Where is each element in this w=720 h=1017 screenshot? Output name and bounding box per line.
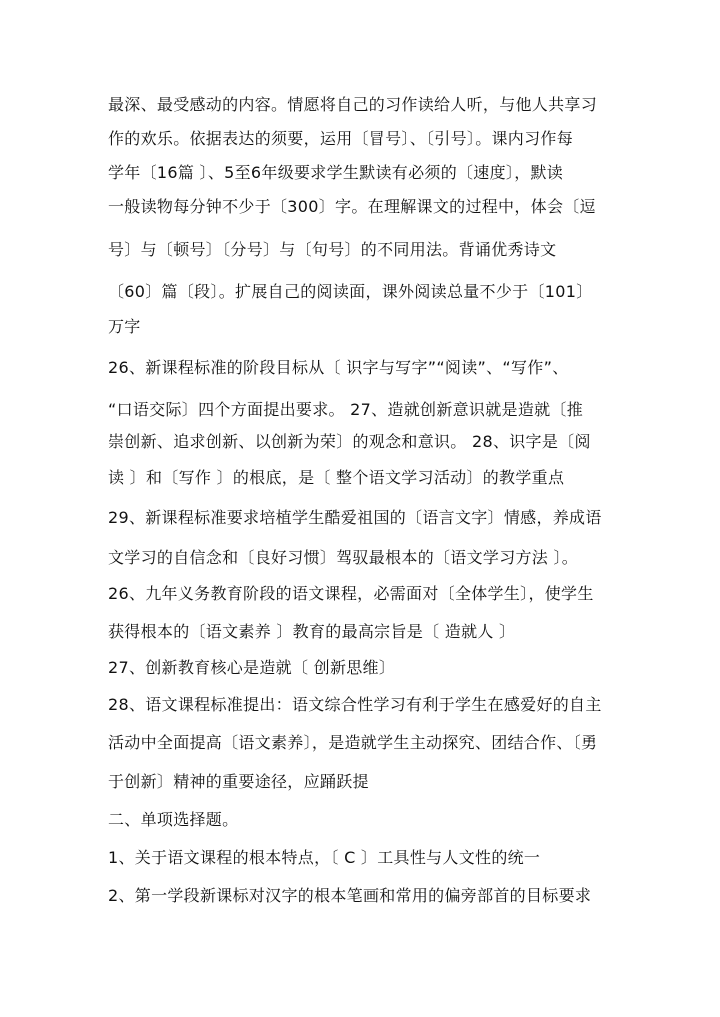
text-line: “口语交际〕四个方面提出要求。 27、造就创新意识就是造就〔推 [108,400,584,419]
text-line: 一般读物每分钟不少于〔300〕字。在理解课文的过程中，体会〔逗 [108,197,596,216]
text-line: 〔60〕篇〔段〕。扩展自己的阅读面，课外阅读总量不少于〔101〕 [108,282,593,301]
text-line: 26、九年义务教育阶段的语文课程，必需面对〔全体学生〕，使学生 [108,584,594,603]
section-heading: 二、单项选择题。 [108,810,239,829]
text-line: 26、新课程标准的阶段目标从〔 识字与写字”“阅读”、“写作”、 [108,358,569,377]
text-line: 27、创新教育核心是造就〔 创新思维〕 [108,658,396,677]
text-line: 29、新课程标准要求培植学生酷爱祖国的〔语言文字〕情感，养成语 [108,508,602,527]
text-line: 28、语文课程标准提出：语文综合性学习有利于学生在感爱好的自主 [108,695,602,714]
text-line: 文学习的自信念和〔良好习惯〕驾驭最根本的〔语文学习方法 〕。 [108,548,579,567]
text-line: 获得根本的〔语文素养 〕教育的最高宗旨是〔 造就人 〕 [108,622,516,641]
text-line: 读 〕和〔写作 〕的根底，是〔 整个语文学习活动〕的教学重点 [108,468,565,487]
text-line: 1、关于语文课程的根本特点，〔 C 〕工具性与人文性的统一 [108,848,541,867]
text-line: 于创新〕精神的重要途径，应踊跃提 [108,772,369,791]
text-line: 2、第一学段新课标对汉字的根本笔画和常用的偏旁部首的目标要求 [108,886,592,905]
text-line: 崇创新、追求创新、以创新为荣〕的观念和意识。 28、识字是〔阅 [108,432,591,451]
text-line: 活动中全面提高〔语文素养〕，是造就学生主动探究、团结合作、〔勇 [108,733,598,752]
text-line: 号〕与〔顿号〕〔分号〕与〔句号〕的不同用法。背诵优秀诗文 [108,240,557,259]
text-line: 万字 [108,317,141,336]
text-line: 最深、最受感动的内容。情愿将自己的习作读给人听，与他人共享习 [108,95,598,114]
text-line: 作的欢乐。依据表达的须要，运用〔冒号〕、〔引号〕。课内习作每 [108,129,574,148]
text-line: 学年〔16篇 〕、5至6年级要求学生默读有必须的〔速度〕，默读 [108,163,564,182]
